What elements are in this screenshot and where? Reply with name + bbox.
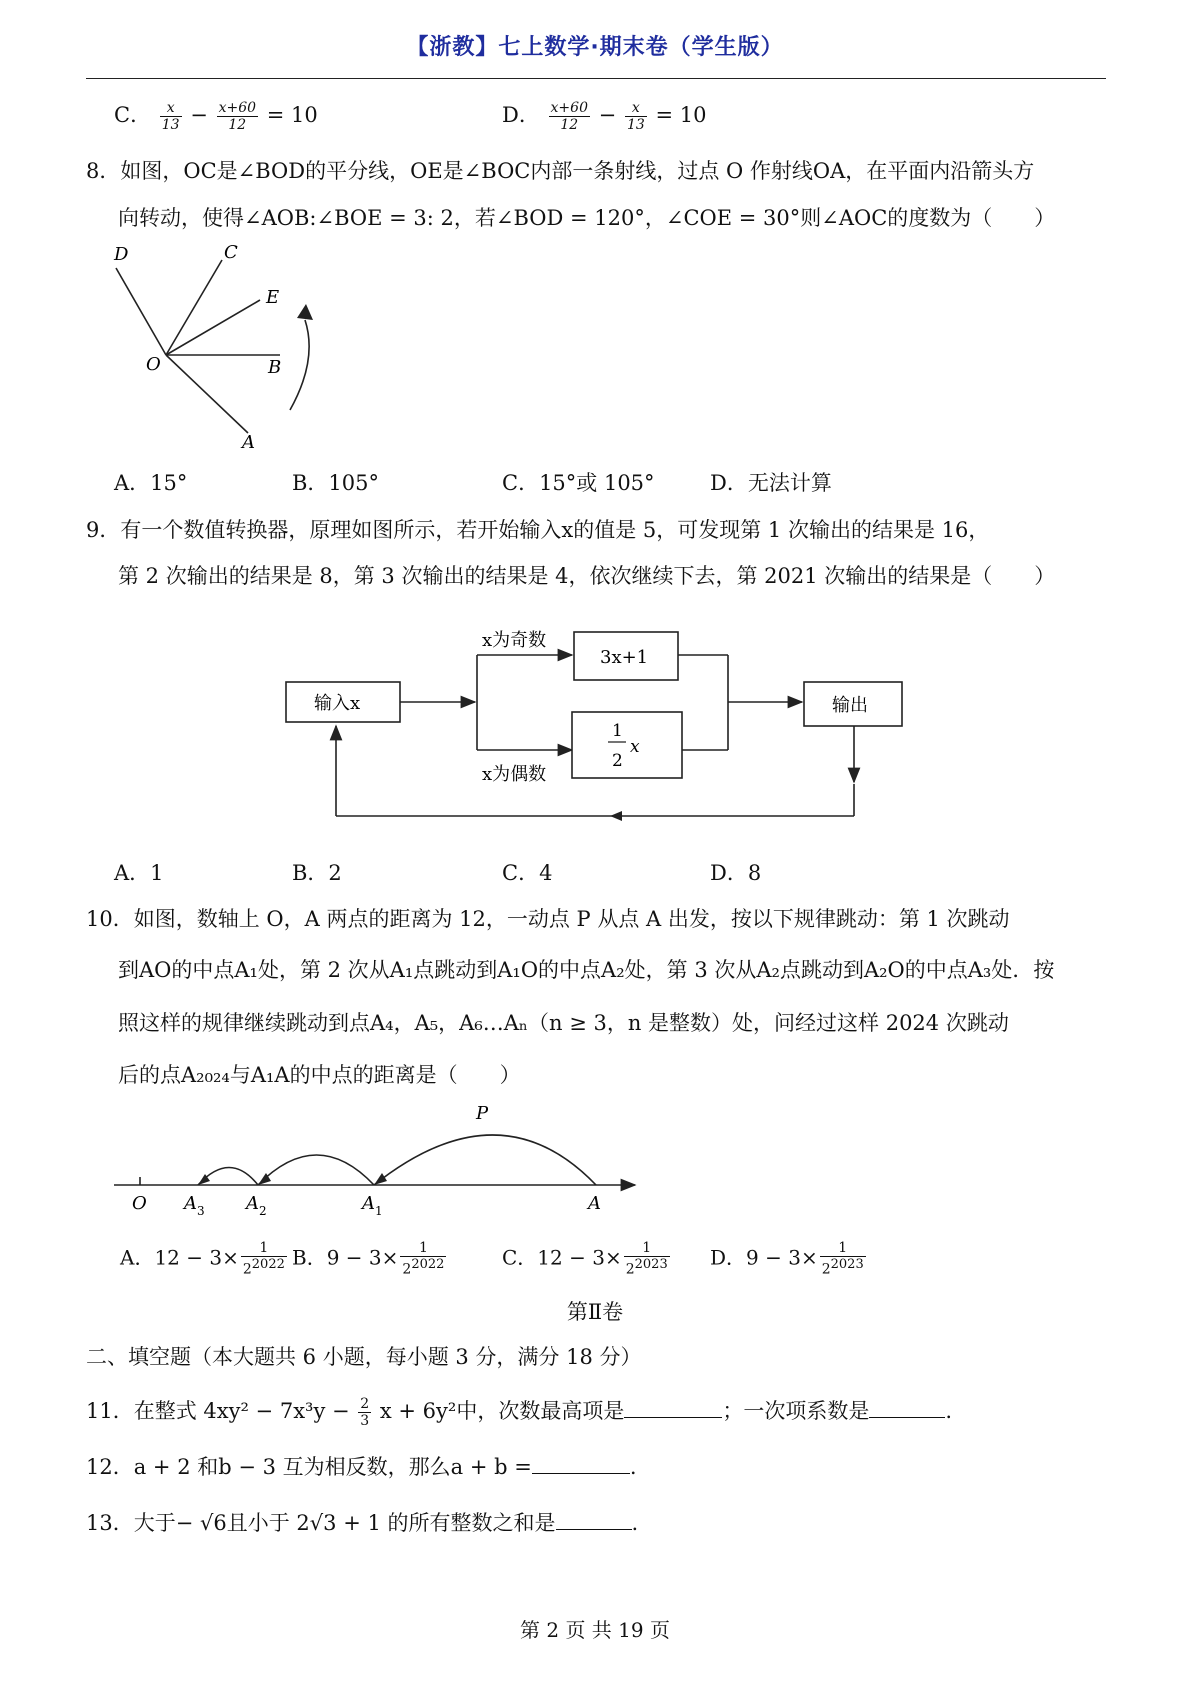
label-b: B [268,357,282,378]
page-footer: 第 2 页 共 19 页 [520,1618,670,1642]
q11-text-post: x + 6y²中，次数最高项是 [379,1399,625,1423]
fraction: $\frac{x+60}{12}$ [550,100,588,133]
label-a3-sub: 3 [197,1204,205,1218]
q10-option-b: B．9 − 3× $\frac{1}{2^{2022}}$ [292,1240,445,1278]
q9-option-b: B．2 [292,861,342,885]
minus-sign: − [598,103,617,127]
q9-option-a: A．1 [114,861,164,885]
q13-stem: 13．大于− √6且小于 2√3 + 1 的所有整数之和是 . [86,1511,639,1535]
q10-stem-line2: 到AO的中点A₁处，第 2 次从A₁点跳动到A₁O的中点A₂处，第 3 次从A₂点跳动到A₂O的中点A₃处．按 [118,958,1055,982]
answer-blank[interactable] [869,1397,945,1418]
option-label: C． [114,103,152,127]
label-c: C [224,242,238,263]
q11-text-pre: 11．在整式 4xy² − 7x³y − [86,1399,350,1423]
page-header-title: 【浙教】七上数学·期末卷（学生版） [406,35,784,60]
label-a2-sub: 2 [259,1204,267,1218]
even-operation-box [572,712,682,778]
q10-option-a: A．12 − 3× $\frac{1}{2^{2022}}$ [120,1240,285,1278]
q8-option-a: A．15° [114,471,188,495]
volume-title: 第Ⅱ卷 [566,1300,624,1324]
output-label: 输出 [832,695,868,716]
label-a: A [242,432,255,453]
q10-stem-line4: 后的点A₂₀₂₄与A₁A的中点的距离是（ ） [118,1063,521,1087]
label-p: P [476,1103,489,1124]
q9-option-d: D．8 [710,861,762,885]
q8-option-d: D．无法计算 [710,471,832,495]
even-fraction-num: 1 [612,721,623,741]
q10-stem-line1: 10．如图，数轴上 O，A 两点的距离为 12，一动点 P 从点 A 出发，按以下规律跳动：第 1 次跳动 [86,907,1010,931]
answer-blank[interactable] [556,1509,632,1530]
fraction: $\frac{x}{13}$ [161,100,180,133]
fraction: $\frac{2}{3}$ [360,1396,370,1429]
q9-flowchart [270,620,920,830]
label-e: E [266,287,280,308]
label-a1-sub: 1 [375,1204,383,1218]
odd-operation: 3x+1 [600,647,649,668]
fraction: $\frac{x}{13}$ [626,100,645,133]
fraction: $\frac{x+60}{12}$ [218,100,257,133]
even-branch-label: x为偶数 [482,764,547,785]
q12-stem: 12．a + 2 和b − 3 互为相反数，那么a + b = . [86,1455,637,1479]
odd-branch-label: x为奇数 [482,630,547,651]
label-a3: A [184,1193,197,1214]
minus-sign: − [190,103,208,127]
q10-option-c: C．12 − 3× $\frac{1}{2^{2023}}$ [502,1240,668,1278]
q11-text-mid: ；一次项系数是 [722,1399,870,1423]
equation-rhs: = 10 [655,103,707,127]
q9-stem-line2: 第 2 次输出的结果是 8，第 3 次输出的结果是 4，依次继续下去，第 2021 次输出的结果是（ ） [118,564,1056,588]
q7-option-c [114,100,318,133]
label-o: O [132,1193,147,1214]
answer-blank[interactable] [624,1397,722,1418]
q10-option-d: D．9 − 3× $\frac{1}{2^{2023}}$ [710,1240,864,1278]
label-o: O [146,354,161,375]
label-d: D [114,244,129,265]
section-heading: 二、填空题（本大题共 6 小题，每小题 3 分，满分 18 分） [86,1345,642,1369]
q11-stem: 11．在整式 4xy² − 7x³y − $\frac{2}{3}$ x + 6y²中，次数最高项是 ；一次项系数是 . [86,1396,953,1429]
label-a2: A [246,1193,259,1214]
label-a: A [588,1193,601,1214]
option-label: D． [502,103,540,127]
label-a1: A [362,1193,375,1214]
header-rule [86,78,1106,79]
even-fraction-den: 2 [612,751,623,771]
q8-stem-line1: 8．如图，OC是∠BOD的平分线，OE是∠BOC内部一条射线，过点 O 作射线OA，在平面内沿箭头方 [86,159,1035,183]
q8-stem-line2: 向转动，使得∠AOB:∠BOE = 3: 2，若∠BOD = 120°，∠COE = 30°则∠AOC的度数为（ ） [118,206,1056,230]
q8-angle-figure [100,240,340,460]
q10-stem-line3: 照这样的规律继续跳动到点A₄，A₅，A₆…Aₙ（n ≥ 3，n 是整数）处，问经过这样 2024 次跳动 [118,1011,1009,1035]
input-label: 输入x [314,693,361,714]
even-var: x [630,737,640,757]
q8-option-b: B．105° [292,471,380,495]
q7-option-d [502,100,706,133]
q8-option-c: C．15°或 105° [502,471,655,495]
q10-number-line [100,1095,660,1235]
q9-option-c: C．4 [502,861,553,885]
q9-stem-line1: 9．有一个数值转换器，原理如图所示，若开始输入x的值是 5，可发现第 1 次输出的结果是 16， [86,518,990,542]
answer-blank[interactable] [532,1453,630,1474]
equation-rhs: = 10 [266,103,318,127]
